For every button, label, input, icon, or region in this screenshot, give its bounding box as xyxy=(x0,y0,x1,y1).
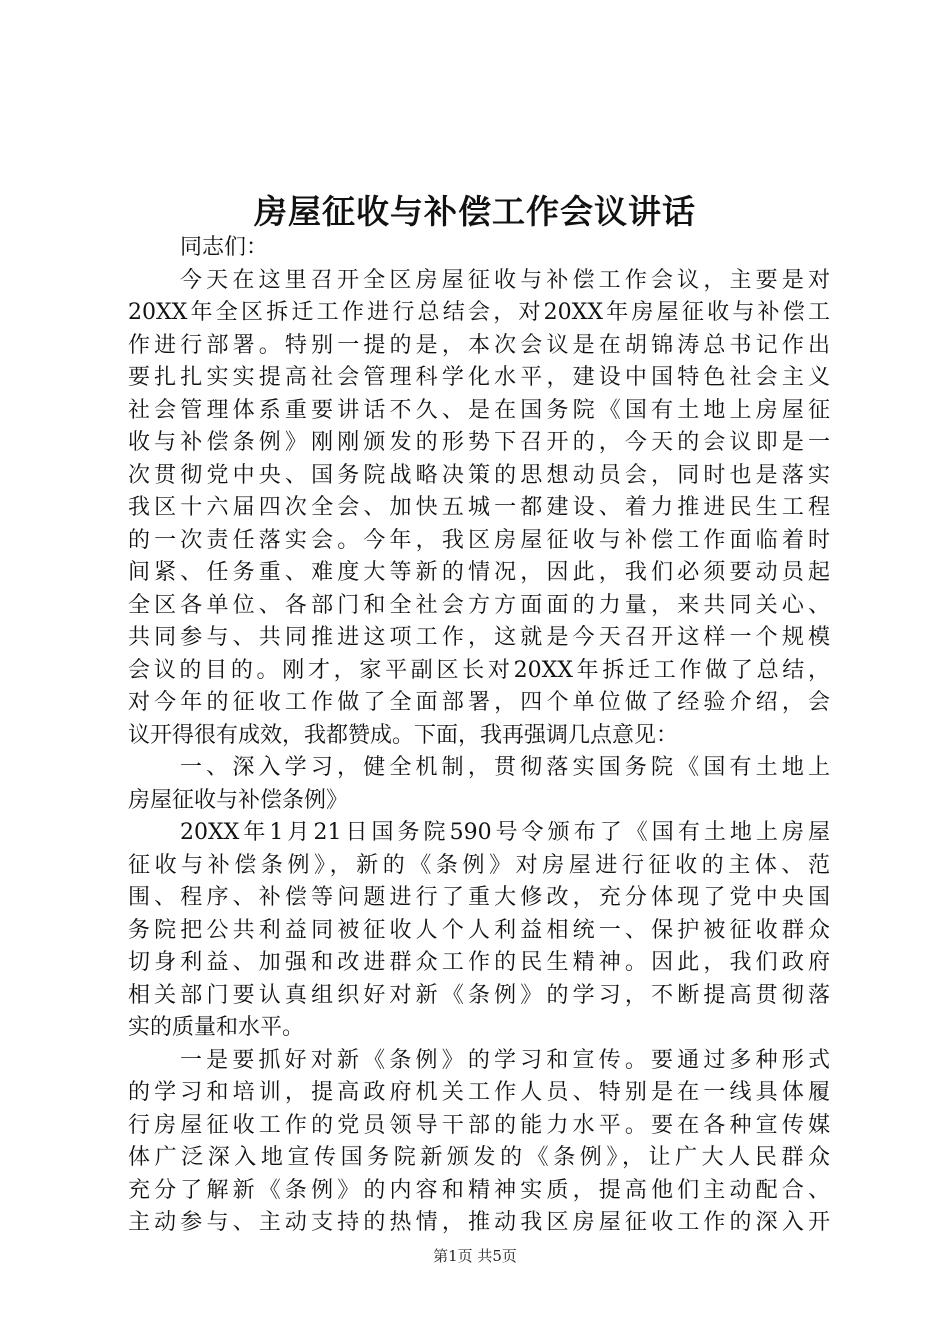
body-line: 间紧、任务重、难度大等新的情况，因此，我们必须要动员起 xyxy=(128,560,830,585)
body-line: 体广泛深入地宣传国务院新颁发的《条例》，让广大人民群众 xyxy=(128,1145,830,1170)
body-line: 主动参与、主动支持的热情，推动我区房屋征收工作的深入开 xyxy=(128,1210,830,1235)
body-line: 的一次责任落实会。今年，我区房屋征收与补偿工作面临着时 xyxy=(128,527,830,553)
body-line: 务院把公共利益同被征收人个人利益相统一、保护被征收群众 xyxy=(128,917,830,943)
body-line: 一、深入学习，健全机制，贯彻落实国务院《国有土地上 xyxy=(180,755,830,780)
body-line: 的学习和培训，提高政府机关工作人员、特别是在一线具体履 xyxy=(128,1080,830,1105)
body-line: 我区十六届四次全会、加快五城一都建设、着力推进民生工程 xyxy=(128,495,830,520)
body-line: 征收与补偿条例》，新的《条例》对房屋进行征收的主体、范 xyxy=(128,852,830,878)
body-line: 全区各单位、各部门和全社会方方面面的力量，来共同关心、 xyxy=(128,592,830,618)
body-line: 作进行部署。特别一提的是，本次会议是在胡锦涛总书记作出 xyxy=(128,332,830,358)
document-body xyxy=(128,232,830,1240)
body-line: 共同参与、共同推进这项工作，这就是今天召开这样一个规模 xyxy=(128,625,830,650)
body-line: 社会管理体系重要讲话不久、是在国务院《国有土地上房屋征 xyxy=(128,397,830,423)
document-title: 房屋征收与补偿工作会议讲话 xyxy=(254,192,696,231)
page-footer: 第1页 共5页 xyxy=(433,1247,517,1265)
body-line: 次贯彻党中央、国务院战略决策的思想动员会，同时也是落实 xyxy=(128,462,830,488)
body-line: 切身利益、加强和改进群众工作的民生精神。因此，我们政府 xyxy=(128,950,830,975)
body-line: 20XX年1月21日国务院590号令颁布了《国有土地上房屋 xyxy=(180,820,830,845)
body-line: 实的质量和水平。 xyxy=(128,1015,305,1040)
body-line: 议开得很有成效，我都赞成。下面，我再强调几点意见： xyxy=(128,722,679,748)
body-line: 会议的目的。刚才，家平副区长对20XX年拆迁工作做了总结， xyxy=(128,657,830,683)
body-line: 一是要抓好对新《条例》的学习和宣传。要通过多种形式 xyxy=(180,1047,830,1073)
body-line: 同志们： xyxy=(180,235,269,260)
body-line: 房屋征收与补偿条例》 xyxy=(128,787,349,813)
body-line: 相关部门要认真组织好对新《条例》的学习，不断提高贯彻落 xyxy=(128,982,830,1008)
body-line: 行房屋征收工作的党员领导干部的能力水平。要在各种宣传媒 xyxy=(128,1112,830,1138)
body-line: 要扎扎实实提高社会管理科学化水平，建设中国特色社会主义 xyxy=(128,365,830,390)
body-line: 今天在这里召开全区房屋征收与补偿工作会议，主要是对 xyxy=(180,267,830,293)
body-line: 20XX年全区拆迁工作进行总结会，对20XX年房屋征收与补偿工 xyxy=(128,300,830,325)
body-line: 围、程序、补偿等问题进行了重大修改，充分体现了党中央国 xyxy=(128,885,830,910)
body-line: 收与补偿条例》刚刚颁发的形势下召开的，今天的会议即是一 xyxy=(128,430,830,455)
body-line: 充分了解新《条例》的内容和精神实质，提高他们主动配合、 xyxy=(128,1177,830,1203)
body-line: 对今年的征收工作做了全面部署，四个单位做了经验介绍，会 xyxy=(128,690,830,715)
